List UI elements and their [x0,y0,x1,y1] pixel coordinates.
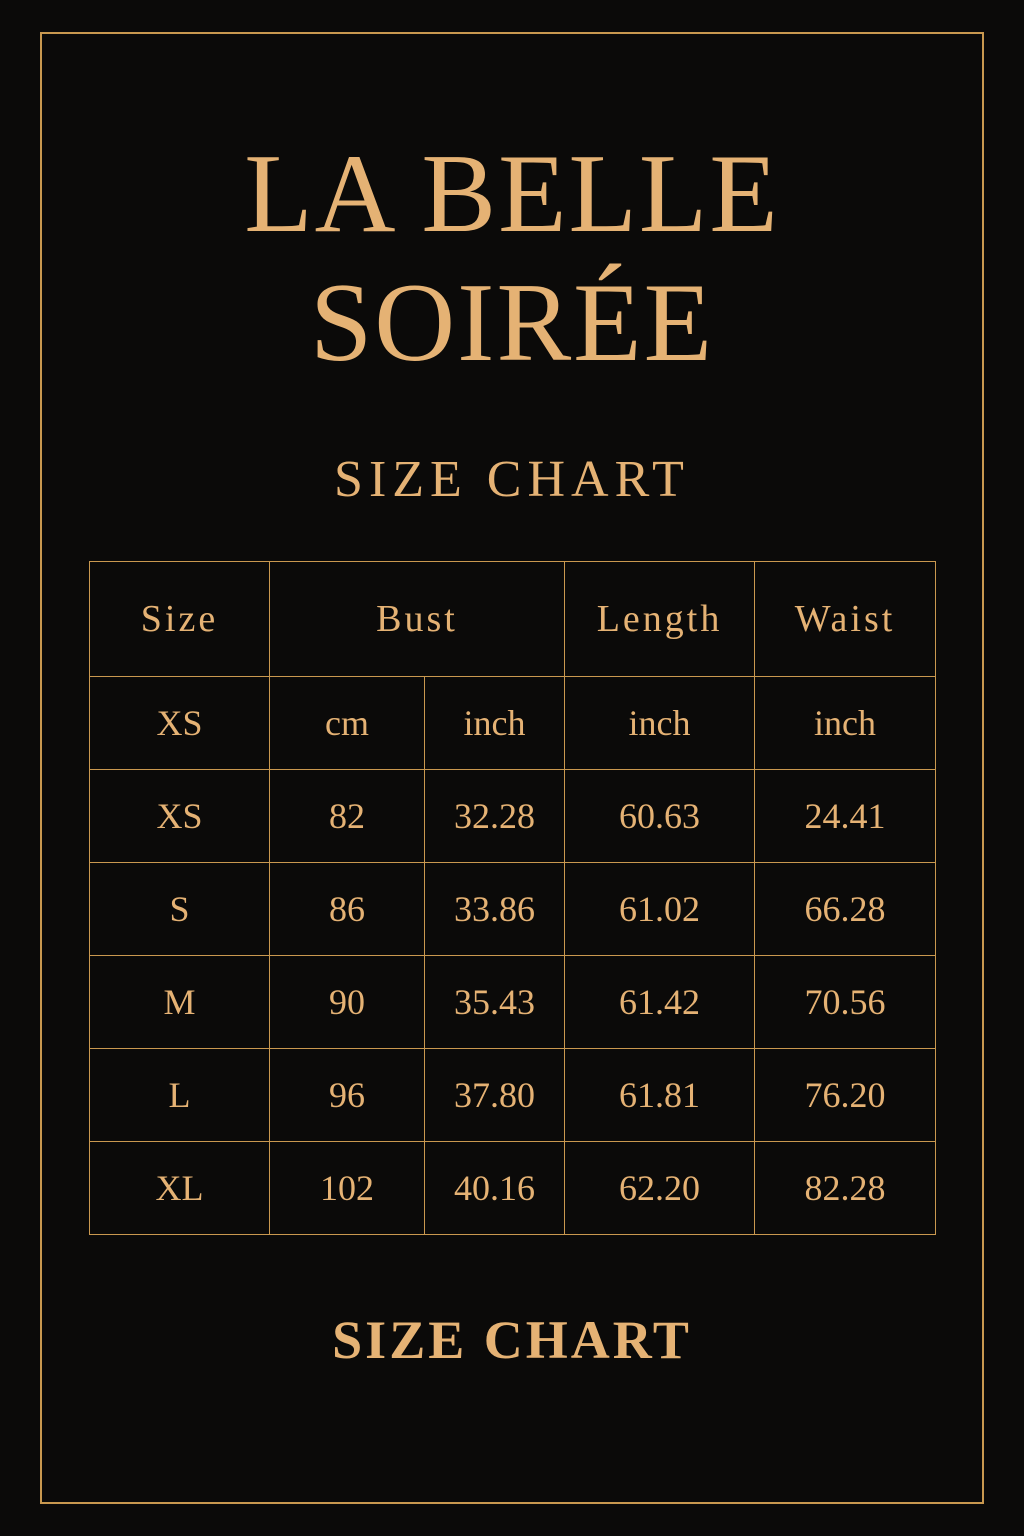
size-chart-table-wrapper [89,561,935,1235]
brand-title [90,130,934,388]
table-row [90,862,936,955]
cell-length: 61.02 [565,862,755,955]
cell-bust-inch: 32.28 [425,769,565,862]
cell-size: M [90,955,270,1048]
cell-bust-cm: 82 [270,769,425,862]
cell-bust-inch: 37.80 [425,1048,565,1141]
table-row [90,1048,936,1141]
cell-bust-inch: 40.16 [425,1141,565,1234]
cell-waist: 70.56 [755,955,936,1048]
cell-size: S [90,862,270,955]
column-header-bust: Bust [270,561,565,676]
cell-units-waist: inch [755,676,936,769]
cell-bust-cm: 90 [270,955,425,1048]
cell-bust-inch: 35.43 [425,955,565,1048]
table-header-row [90,561,936,676]
cell-size: XS [90,769,270,862]
cell-length: 61.81 [565,1048,755,1141]
cell-size: XL [90,1141,270,1234]
cell-waist: 82.28 [755,1141,936,1234]
cell-units-bust-cm: cm [270,676,425,769]
cell-waist: 24.41 [755,769,936,862]
cell-length: 60.63 [565,769,755,862]
cell-length: 61.42 [565,955,755,1048]
table-body [90,676,936,1234]
page-title: SIZE CHART [334,450,690,508]
table-row [90,955,936,1048]
table-header [90,561,936,676]
table-row-units [90,676,936,769]
cell-bust-cm: 86 [270,862,425,955]
table-row [90,1141,936,1234]
size-chart-table [89,561,936,1235]
cell-units-length: inch [565,676,755,769]
table-row [90,769,936,862]
cell-length: 62.20 [565,1141,755,1234]
cell-units-bust-inch: inch [425,676,565,769]
column-header-length: Length [565,561,755,676]
brand-title-line-1: LA BELLE [244,132,780,256]
cell-bust-cm: 96 [270,1048,425,1141]
column-header-size: Size [90,561,270,676]
cell-bust-inch: 33.86 [425,862,565,955]
cell-units-size: XS [90,676,270,769]
footer-title: SIZE CHART [332,1309,692,1370]
column-header-waist: Waist [755,561,936,676]
cell-bust-cm: 102 [270,1141,425,1234]
brand-title-line-2: SOIRÉE [310,260,714,385]
cell-size: L [90,1048,270,1141]
cell-waist: 76.20 [755,1048,936,1141]
cell-waist: 66.28 [755,862,936,955]
